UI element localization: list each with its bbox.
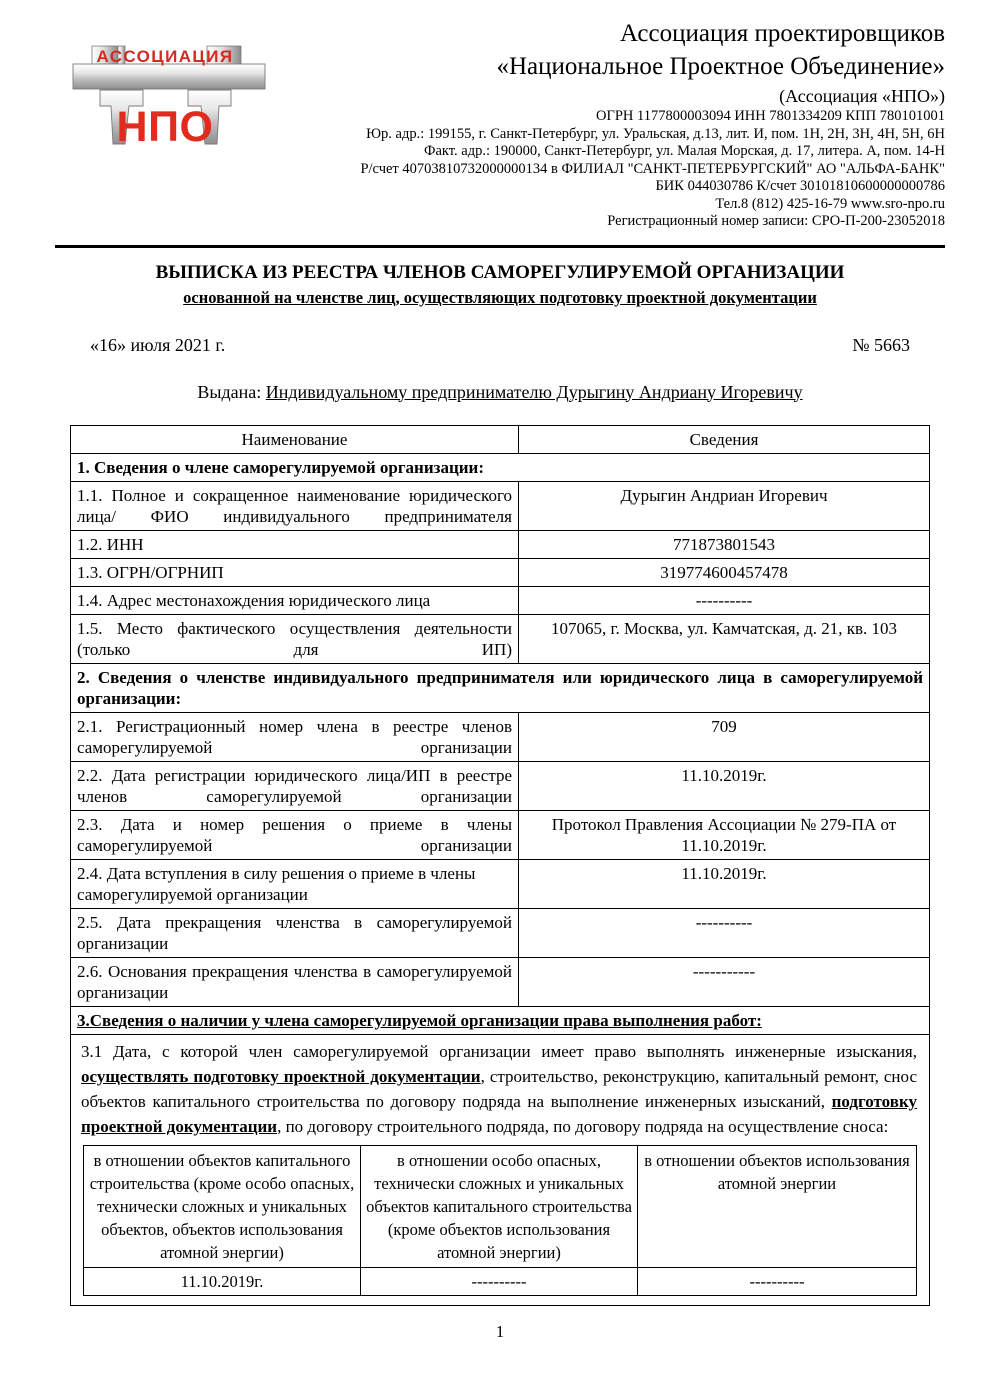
section-3-title	[71, 1006, 930, 1034]
table-header-row	[71, 425, 930, 453]
clause-3-1-part1: 3.1 Дата, с которой член саморегулируемой организации имеет право выполнять инженерные изыскания,	[81, 1041, 917, 1061]
document-date: «16» июля 2021 г.	[90, 334, 226, 355]
row-value-2-1: 709	[519, 712, 930, 761]
row-label-2-2: 2.2. Дата регистрации юридического лица/ИП в реестре членов саморегулируемой организации	[71, 761, 519, 810]
org-actual-address: Факт. адр.: 190000, Санкт-Петербург, ул. Малая Морская, д. 17, литера. А, пом. 14-Н	[424, 143, 945, 159]
issued-to-prefix: Выдана:	[197, 381, 266, 402]
row-label-2-3: 2.3. Дата и номер решения о приеме в члены саморегулируемой организации	[71, 810, 519, 859]
table-row	[71, 481, 930, 530]
header-divider	[55, 245, 945, 248]
section-row-1	[71, 453, 930, 481]
org-title-line1: Ассоциация проектировщиков	[620, 20, 945, 47]
table-row	[71, 859, 930, 908]
work-rights-value-hazardous-objects: ----------	[361, 1267, 638, 1295]
row-label-2-5: 2.5. Дата прекращения членства в саморегулируемой организации	[71, 908, 519, 957]
clause-3-1-paragraph	[79, 1037, 921, 1141]
clause-3-1-bold1: осуществлять подготовку проектной документации	[81, 1066, 481, 1086]
association-npo-logo	[55, 24, 285, 164]
date-and-number-line	[90, 335, 910, 356]
work-rights-value-row	[84, 1267, 917, 1295]
section-row-3	[71, 1006, 930, 1034]
work-rights-header-hazardous-objects: в отношении особо опасных, технически сложных и уникальных объектов капитального строительства (кроме объектов использования атомной энергии)	[361, 1145, 638, 1267]
row-value-2-5: ----------	[519, 908, 930, 957]
row-value-1-5: 107065, г. Москва, ул. Камчатская, д. 21, кв. 103	[519, 614, 930, 663]
clause-3-1-row	[71, 1034, 930, 1305]
row-value-2-3: Протокол Правления Ассоциации № 279-ПА от 11.10.2019г.	[519, 810, 930, 859]
work-rights-header-nuclear-energy: в отношении объектов использования атомной энергии	[638, 1145, 917, 1267]
row-label-1-2: 1.2. ИНН	[71, 530, 519, 558]
work-rights-value-nuclear-energy: ----------	[638, 1267, 917, 1295]
letterhead-header	[0, 0, 1000, 231]
issued-to-name: Индивидуальному предпринимателю Дурыгину Андриану Игоревичу	[265, 381, 803, 402]
clause-3-1-part3: , по договору строительного подряда, по договору подряда на осуществление сноса:	[277, 1116, 889, 1136]
section-row-2	[71, 663, 930, 712]
row-value-2-2: 11.10.2019г.	[519, 761, 930, 810]
row-label-2-4: 2.4. Дата вступления в силу решения о приеме в члены саморегулируемой организации	[71, 859, 519, 908]
row-label-1-3: 1.3. ОГРН/ОГРНИП	[71, 558, 519, 586]
row-value-1-1: Дурыгин Андриан Игоревич	[519, 481, 930, 530]
table-row	[71, 957, 930, 1006]
logo-bottom-text: НПО	[116, 103, 214, 151]
org-registration-codes: ОГРН 1177800003094 ИНН 7801334209 КПП 780101001	[595, 108, 945, 124]
row-label-1-1: 1.1. Полное и сокращенное наименование юридического лица/ ФИО индивидуального предпринимателя	[71, 481, 519, 530]
row-value-1-4: ----------	[519, 586, 930, 614]
table-row	[71, 530, 930, 558]
work-rights-table	[83, 1145, 917, 1296]
row-label-1-5: 1.5. Место фактического осуществления деятельности (только для ИП)	[71, 614, 519, 663]
table-row	[71, 810, 930, 859]
section-1-title: 1. Сведения о члене саморегулируемой организации:	[71, 453, 930, 481]
clause-3-1-bold2: подготовку проектной документации	[81, 1091, 917, 1136]
clause-3-1-cell	[71, 1034, 930, 1305]
caliper-logo-icon	[55, 24, 285, 164]
section-2-title: 2. Сведения о членстве индивидуального предпринимателя или юридического лица в саморегулируемой организации:	[71, 663, 930, 712]
row-label-1-4: 1.4. Адрес местонахождения юридического лица	[71, 586, 519, 614]
clause-3-1-part2: , строительство, реконструкцию, капитальный ремонт, снос объектов капитального строительства по договору подряда на выполнение инженерных изысканий,	[81, 1066, 917, 1111]
org-registry-record-number: Регистрационный номер записи: СРО-П-200-23052018	[607, 213, 945, 229]
row-value-1-2: 771873801543	[519, 530, 930, 558]
row-value-2-6: -----------	[519, 957, 930, 1006]
row-label-2-6: 2.6. Основания прекращения членства в саморегулируемой организации	[71, 957, 519, 1006]
registry-extract-table	[70, 425, 930, 1306]
row-value-1-3: 319774600457478	[519, 558, 930, 586]
table-row	[71, 614, 930, 663]
section-3-title-text: 3.Сведения о наличии у члена саморегулируемой организации права выполнения работ:	[77, 1010, 762, 1030]
work-rights-value-capital-construction: 11.10.2019г.	[84, 1267, 361, 1295]
logo-top-text: АССОЦИАЦИЯ	[96, 47, 234, 66]
org-bank-account: Р/счет 40703810732000000134 в ФИЛИАЛ "САНКТ-ПЕТЕРБУРГСКИЙ" АО "АЛЬФА-БАНК"	[360, 160, 945, 177]
page-subtitle: основанной на членстве лиц, осуществляющих подготовку проектной документации	[183, 287, 817, 307]
work-rights-header-capital-construction: в отношении объектов капитального строительства (кроме особо опасных, технически сложных и уникальных объектов, объектов использования атомной энергии)	[84, 1145, 361, 1267]
table-row	[71, 586, 930, 614]
issued-to-line	[55, 382, 945, 403]
page-number: 1	[495, 1321, 505, 1341]
work-rights-header-row	[84, 1145, 917, 1267]
document-number: № 5663	[852, 334, 910, 355]
column-header-name: Наименование	[71, 425, 519, 453]
row-label-2-1: 2.1. Регистрационный номер члена в реестре членов саморегулируемой организации	[71, 712, 519, 761]
org-short-name: (Ассоциация «НПО»)	[779, 86, 945, 106]
table-row	[71, 712, 930, 761]
page-title: ВЫПИСКА ИЗ РЕЕСТРА ЧЛЕНОВ САМОРЕГУЛИРУЕМОЙ ОРГАНИЗАЦИИ	[155, 261, 845, 283]
org-phone-website: Тел.8 (812) 425-16-79 www.sro-npo.ru	[715, 195, 945, 212]
column-header-info: Сведения	[519, 425, 930, 453]
logo-container	[55, 14, 305, 164]
org-title-line2: «Национальное Проектное Объединение»	[496, 53, 945, 80]
table-row	[71, 761, 930, 810]
org-bik-corr-account: БИК 044030786 К/счет 30101810600000000786	[655, 178, 945, 194]
table-row	[71, 558, 930, 586]
org-legal-address: Юр. адр.: 199155, г. Санкт-Петербург, ул. Уральская, д.13, лит. И, пом. 1Н, 2Н, 3Н, 4Н, 5Н, 6Н	[366, 125, 945, 142]
table-row	[71, 908, 930, 957]
row-value-2-4: 11.10.2019г.	[519, 859, 930, 908]
letterhead-text	[305, 14, 945, 231]
